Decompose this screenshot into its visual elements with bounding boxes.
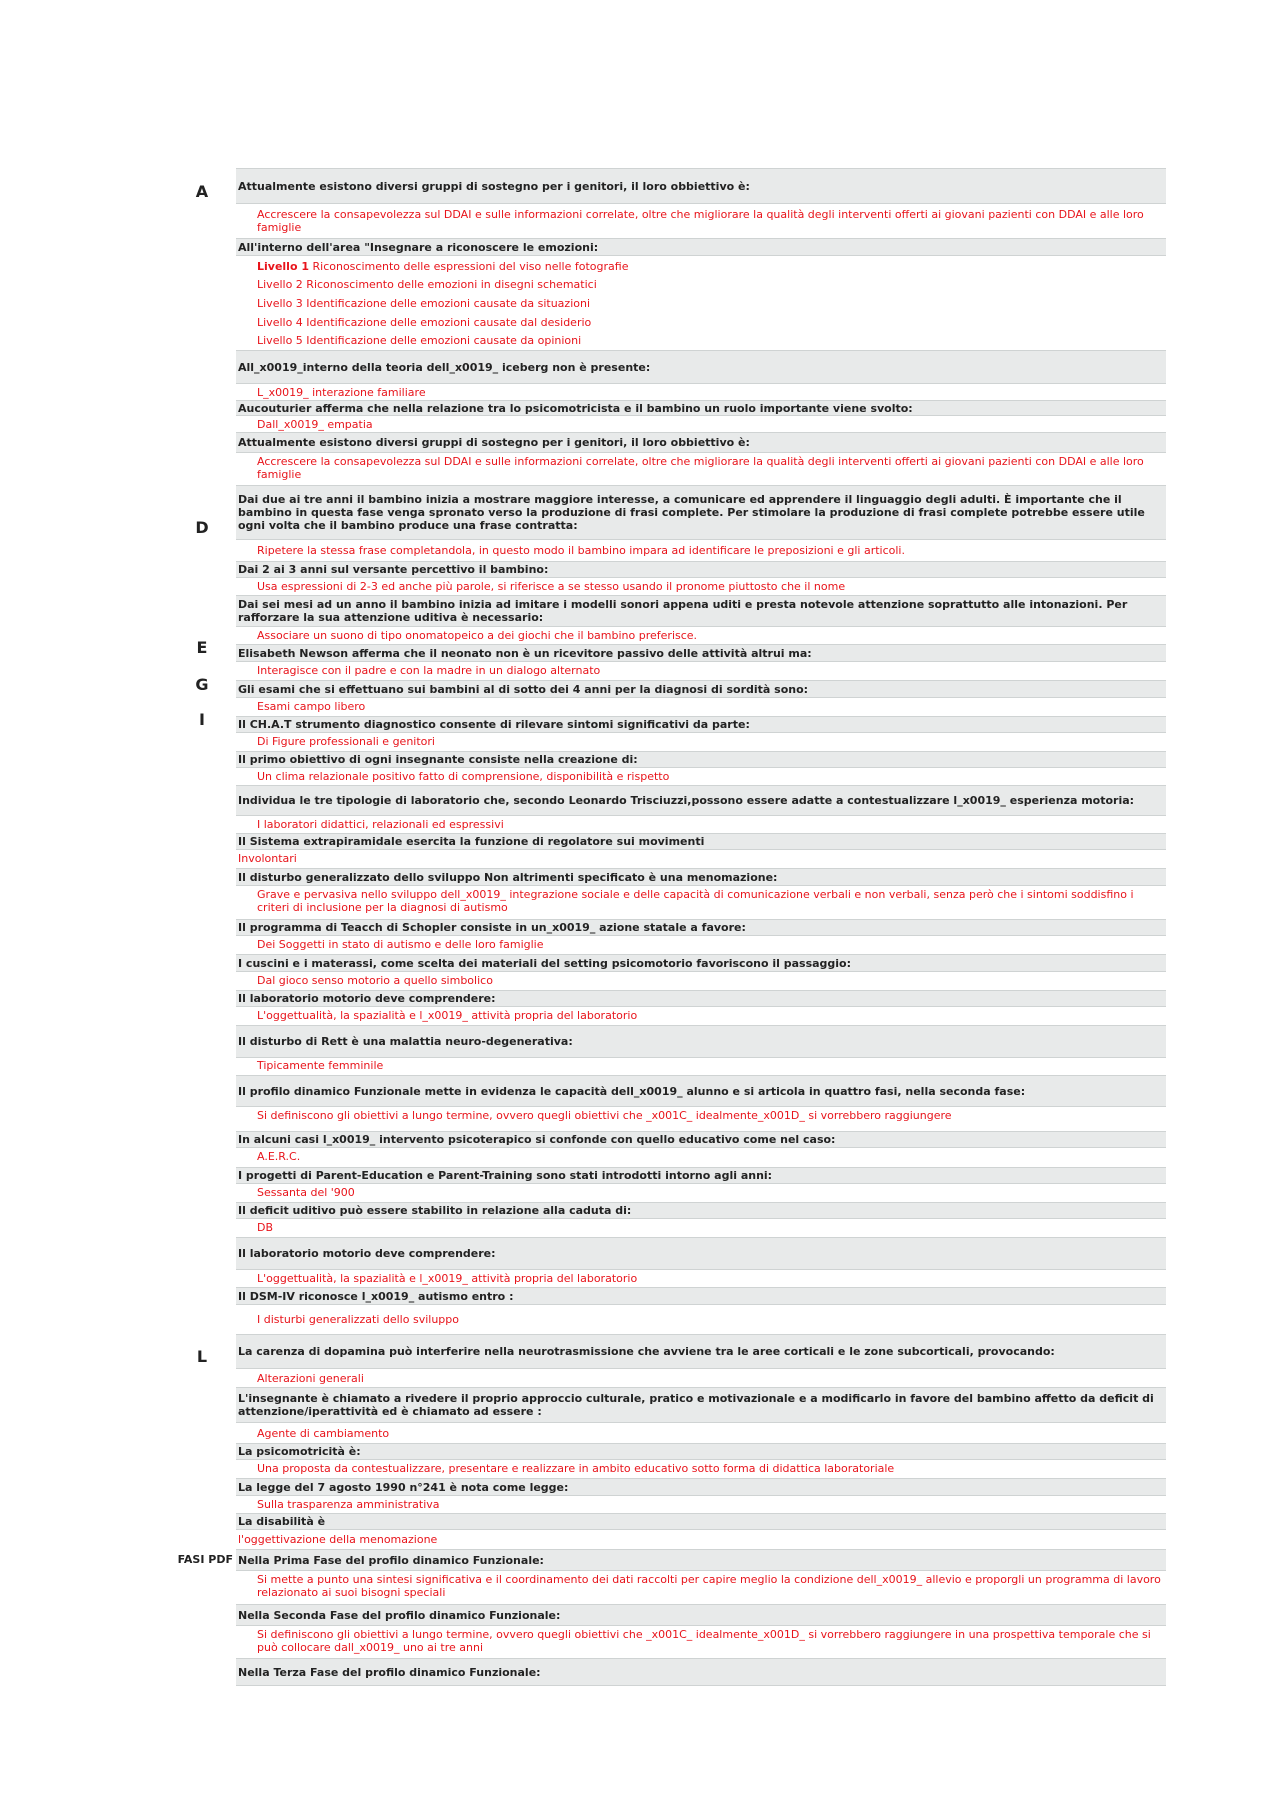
question: La psicomotricità è: [236, 1443, 1166, 1460]
answer: I laboratori didattici, relazionali ed espressivi [257, 818, 504, 831]
answer: Agente di cambiamento [257, 1427, 390, 1440]
question: Il laboratorio motorio deve comprendere: [236, 990, 1166, 1007]
level-label: Livello 1 [257, 260, 309, 273]
question: Il programma di Teacch di Schopler consiste in un_x0019_ azione statale a favore: [236, 919, 1166, 936]
question: Il Sistema extrapiramidale esercita la funzione di regolatore sui movimenti [236, 833, 1166, 850]
answer: l'oggettivazione della menomazione [238, 1533, 438, 1546]
question: Dai sei mesi ad un anno il bambino inizia ad imitare i modelli sonori appena uditi e presta notevole attenzione soprattutto alle intonazioni. Per rafforzare la sua attenzione uditiva è necessario: [236, 595, 1166, 627]
question: Attualmente esistono diversi gruppi di sostegno per i genitori, il loro obbiettivo è: [236, 168, 1166, 204]
answer-level-3: Livello 3 Identificazione delle emozioni causate da situazioni [257, 297, 591, 310]
question: La carenza di dopamina può interferire nella neurotrasmissione che avviene tra le aree corticali e le zone subcorticali, provocando: [236, 1334, 1166, 1369]
answer: Si mette a punto una sintesi significativa e il coordinamento dei dati raccolti per capire meglio la condizione dell_x0019_ allevio e proporgli un programma di lavoro relazionato ai suoi bisogni speciali [257, 1573, 1161, 1599]
section-letter-d: D [195, 518, 209, 537]
answer: A.E.R.C. [257, 1150, 301, 1163]
answer: Tipicamente femminile [257, 1059, 384, 1072]
question: Individua le tre tipologie di laboratorio che, secondo Leonardo Trisciuzzi,possono essere adatte a contestualizzare l_x0019_ esperienza motoria: [236, 785, 1166, 816]
question: Nella Seconda Fase del profilo dinamico Funzionale: [236, 1604, 1166, 1626]
question: Il disturbo di Rett è una malattia neuro-degenerativa: [236, 1025, 1166, 1058]
answer-level-1: Livello 1 Riconoscimento delle espressioni del viso nelle fotografie [257, 260, 629, 273]
question: Il CH.A.T strumento diagnostico consente di rilevare sintomi significativi da parte: [236, 716, 1166, 733]
question: All_x0019_interno della teoria dell_x0019_ iceberg non è presente: [236, 350, 1166, 384]
answer: Ripetere la stessa frase completandola, in questo modo il bambino impara ad identificare le preposizioni e gli articoli. [257, 544, 905, 557]
section-letter-e: E [196, 638, 208, 657]
section-letter-a: A [195, 182, 209, 201]
answer: Dei Soggetti in stato di autismo e delle loro famiglie [257, 938, 544, 951]
question: Dai 2 ai 3 anni sul versante percettivo il bambino: [236, 561, 1166, 578]
answer-level-5: Livello 5 Identificazione delle emozioni causate da opinioni [257, 334, 582, 347]
answer: Di Figure professionali e genitori [257, 735, 435, 748]
question: Il deficit uditivo può essere stabilito in relazione alla caduta di: [236, 1202, 1166, 1219]
answer: Grave e pervasiva nello sviluppo dell_x0019_ integrazione sociale e delle capacità di comunicazione verbali e non verbali, senza però che i sintomi soddisfino i criteri di inclusione per la diagnosi di autismo [257, 888, 1134, 914]
answer: Si definiscono gli obiettivi a lungo termine, ovvero quegli obiettivi che _x001C_ idealmente_x001D_ si vorrebbero raggiungere in una prospettiva temporale che si può collocare dall_x0019_ uno ai tre anni [257, 1628, 1151, 1654]
question: I progetti di Parent-Education e Parent-Training sono stati introdotti intorno agli anni: [236, 1167, 1166, 1184]
answer: DB [257, 1221, 274, 1234]
answer: Esami campo libero [257, 700, 366, 713]
question: Il disturbo generalizzato dello sviluppo Non altrimenti specificato è una menomazione: [236, 868, 1166, 886]
section-letter-fasi-pdf: FASI PDF [177, 1553, 233, 1566]
answer: Sessanta del '900 [257, 1186, 355, 1199]
section-letter-i: I [199, 710, 205, 729]
answer-level-2: Livello 2 Riconoscimento delle emozioni in disegni schematici [257, 278, 597, 291]
answer: L_x0019_ interazione familiare [257, 386, 426, 399]
answer: Accrescere la consapevolezza sul DDAI e sulle informazioni correlate, oltre che migliorare la qualità degli interventi offerti ai giovani pazienti con DDAI e alle loro famiglie [257, 455, 1144, 481]
answer: Accrescere la consapevolezza sul DDAI e sulle informazioni correlate, oltre che migliorare la qualità degli interventi offerti ai giovani pazienti con DDAI e alle loro famiglie [257, 208, 1144, 234]
section-letter-l: L [196, 1347, 208, 1366]
question: Nella Prima Fase del profilo dinamico Funzionale: [236, 1549, 1166, 1571]
question: Il DSM-IV riconosce l_x0019_ autismo entro : [236, 1287, 1166, 1305]
answer: Alterazioni generali [257, 1372, 364, 1385]
answer: Dal gioco senso motorio a quello simbolico [257, 974, 493, 987]
question: La legge del 7 agosto 1990 n°241 è nota come legge: [236, 1478, 1166, 1496]
question: In alcuni casi l_x0019_ intervento psicoterapico si confonde con quello educativo come nel caso: [236, 1131, 1166, 1148]
answer: Associare un suono di tipo onomatopeico a dei giochi che il bambino preferisce. [257, 629, 698, 642]
question: Aucouturier afferma che nella relazione tra lo psicomotricista e il bambino un ruolo importante viene svolto: [236, 400, 1166, 416]
question: Gli esami che si effettuano sui bambini al di sotto dei 4 anni per la diagnosi di sordità sono: [236, 680, 1166, 698]
answer: I disturbi generalizzati dello sviluppo [257, 1313, 459, 1326]
answer: L'oggettualità, la spazialità e l_x0019_ attività propria del laboratorio [257, 1009, 638, 1022]
question: Il laboratorio motorio deve comprendere: [236, 1237, 1166, 1270]
answer: Una proposta da contestualizzare, presentare e realizzare in ambito educativo sotto forma di didattica laboratoriale [257, 1462, 895, 1475]
answer: Involontari [238, 852, 297, 865]
question: All'interno dell'area "Insegnare a riconoscere le emozioni: [236, 238, 1166, 256]
question: Il primo obiettivo di ogni insegnante consiste nella creazione di: [236, 751, 1166, 768]
question: I cuscini e i materassi, come scelta dei materiali del setting psicomotorio favoriscono il passaggio: [236, 954, 1166, 972]
answer: Dall_x0019_ empatia [257, 418, 373, 431]
question: La disabilità è [236, 1513, 1166, 1530]
question: Elisabeth Newson afferma che il neonato non è un ricevitore passivo delle attività altrui ma: [236, 644, 1166, 662]
question: L'insegnante è chiamato a rivedere il proprio approccio culturale, pratico e motivazionale e a modificarlo in favore del bambino affetto da deficit di attenzione/iperattività ed è chiamato ad essere : [236, 1387, 1166, 1423]
answer: Si definiscono gli obiettivi a lungo termine, ovvero quegli obiettivi che _x001C_ idealmente_x001D_ si vorrebbero raggiungere [257, 1109, 952, 1122]
answer-level-4: Livello 4 Identificazione delle emozioni causate dal desiderio [257, 316, 592, 329]
answer: Sulla trasparenza amministrativa [257, 1498, 440, 1511]
answer: Un clima relazionale positivo fatto di comprensione, disponibilità e rispetto [257, 770, 670, 783]
answer: Interagisce con il padre e con la madre in un dialogo alternato [257, 664, 601, 677]
question: Attualmente esistono diversi gruppi di sostegno per i genitori, il loro obbiettivo è: [236, 432, 1166, 453]
section-letter-g: G [195, 675, 209, 694]
question: Il profilo dinamico Funzionale mette in evidenza le capacità dell_x0019_ alunno e si articola in quattro fasi, nella seconda fase: [236, 1075, 1166, 1107]
answer: L'oggettualità, la spazialità e l_x0019_ attività propria del laboratorio [257, 1272, 638, 1285]
question: Nella Terza Fase del profilo dinamico Funzionale: [236, 1658, 1166, 1686]
question: Dai due ai tre anni il bambino inizia a mostrare maggiore interesse, a comunicare ed apprendere il linguaggio degli adulti. È importante che il bambino in questa fase venga spronato verso la produzione di frasi complete. Per stimolare la produzione di frasi complete potrebbe essere utile ogni volta che il bambino produce una frase contratta: [236, 485, 1166, 540]
answer: Usa espressioni di 2-3 ed anche più parole, si riferisce a se stesso usando il pronome piuttosto che il nome [257, 580, 846, 593]
